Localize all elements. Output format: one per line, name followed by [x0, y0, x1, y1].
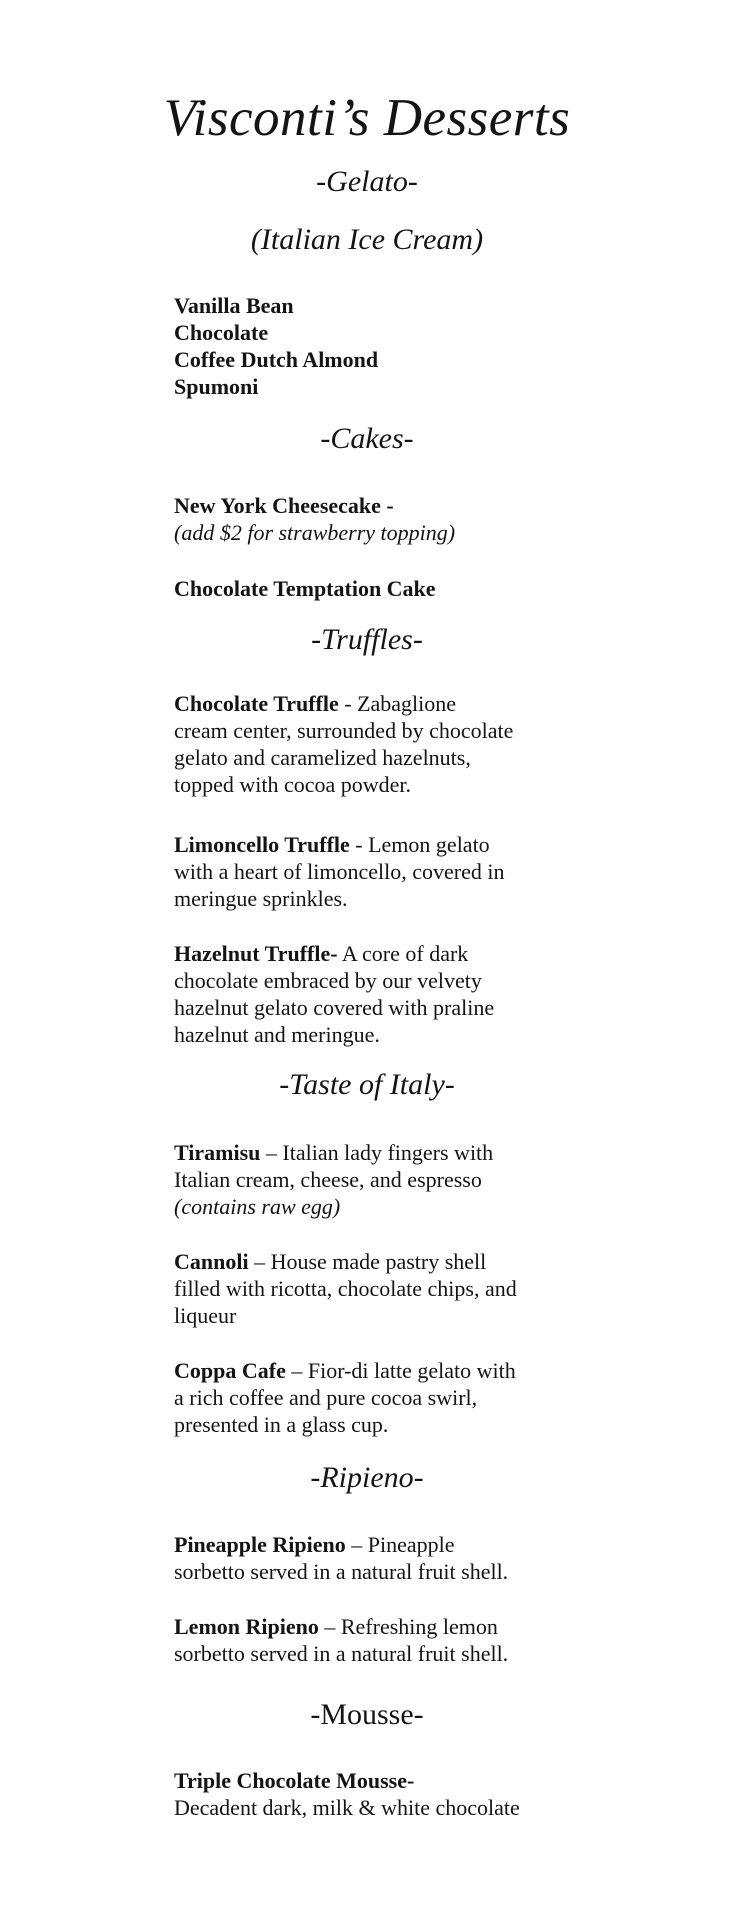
italy-item [174, 1139, 574, 1220]
taste-of-italy-heading: -Taste of Italy- [279, 1068, 455, 1101]
gelato-heading: -Gelato- [316, 165, 418, 198]
menu-title: Visconti’s Desserts [163, 89, 571, 147]
italy-item [174, 1248, 574, 1329]
truffle-desc: A core of dark [337, 941, 469, 966]
italy-desc-line: presented in a glass cup. [174, 1412, 389, 1437]
mousse-item [174, 1767, 574, 1821]
italy-desc: – Fior-di latte gelato with [285, 1358, 516, 1383]
italy-desc-line: Italian cream, cheese, and espresso [174, 1167, 482, 1192]
truffle-desc-line: with a heart of limoncello, covered in [174, 859, 505, 884]
cake-item [174, 575, 574, 602]
italy-note: (contains raw egg) [174, 1194, 341, 1219]
list-item: Vanilla Bean [174, 293, 294, 318]
list-item: Coffee Dutch Almond [174, 347, 379, 372]
italy-name: Coppa Cafe [174, 1358, 286, 1383]
mousse-name: Triple Chocolate Mousse- [174, 1768, 415, 1793]
italy-desc-line: liqueur [174, 1303, 237, 1328]
ripieno-item [174, 1531, 574, 1585]
ripieno-name: Lemon Ripieno [174, 1614, 319, 1639]
gelato-subheading: (Italian Ice Cream) [250, 223, 484, 256]
truffle-desc: - Lemon gelato [349, 832, 490, 857]
cake-note: (add $2 for strawberry topping) [174, 520, 456, 545]
truffle-item [174, 831, 574, 912]
truffle-desc: - Zabaglione [338, 691, 457, 716]
italy-desc: – House made pastry shell [248, 1249, 487, 1274]
truffles-heading: -Truffles- [311, 623, 423, 656]
cake-name: New York Cheesecake - [174, 493, 394, 518]
cake-name: Chocolate Temptation Cake [174, 576, 436, 601]
ripieno-desc-line: sorbetto served in a natural fruit shell. [174, 1641, 509, 1666]
truffle-name: Chocolate Truffle [174, 691, 339, 716]
truffle-desc-line: hazelnut and meringue. [174, 1022, 380, 1047]
truffle-desc-line: cream center, surrounded by chocolate [174, 718, 514, 743]
truffle-desc-line: chocolate embraced by our velvety [174, 968, 482, 993]
mousse-heading: -Mousse- [310, 1698, 424, 1731]
ripieno-item [174, 1613, 574, 1667]
gelato-list [174, 292, 574, 400]
ripieno-desc-line: sorbetto served in a natural fruit shell. [174, 1559, 509, 1584]
ripieno-name: Pineapple Ripieno [174, 1532, 346, 1557]
cake-item [174, 492, 574, 546]
italy-name: Cannoli [174, 1249, 249, 1274]
truffle-desc-line: gelato and caramelized hazelnuts, [174, 745, 471, 770]
truffle-desc-line: meringue sprinkles. [174, 886, 348, 911]
truffle-desc-line: topped with cocoa powder. [174, 772, 412, 797]
ripieno-desc: – Refreshing lemon [318, 1614, 498, 1639]
italy-desc: – Italian lady fingers with [260, 1140, 494, 1165]
truffle-name: Limoncello Truffle [174, 832, 350, 857]
mousse-desc-line: Decadent dark, milk & white chocolate [174, 1795, 520, 1820]
truffle-name: Hazelnut Truffle- [174, 941, 338, 966]
list-item: Spumoni [174, 374, 259, 399]
truffle-desc-line: hazelnut gelato covered with praline [174, 995, 495, 1020]
ripieno-desc: – Pineapple [345, 1532, 455, 1557]
list-item: Chocolate [174, 320, 269, 345]
truffle-item [174, 690, 574, 798]
truffle-item [174, 940, 574, 1048]
ripieno-heading: -Ripieno- [310, 1461, 424, 1494]
italy-desc-line: filled with ricotta, chocolate chips, and [174, 1276, 517, 1301]
italy-item [174, 1357, 574, 1438]
italy-name: Tiramisu [174, 1140, 261, 1165]
italy-desc-line: a rich coffee and pure cocoa swirl, [174, 1385, 478, 1410]
cakes-heading: -Cakes- [320, 422, 414, 455]
